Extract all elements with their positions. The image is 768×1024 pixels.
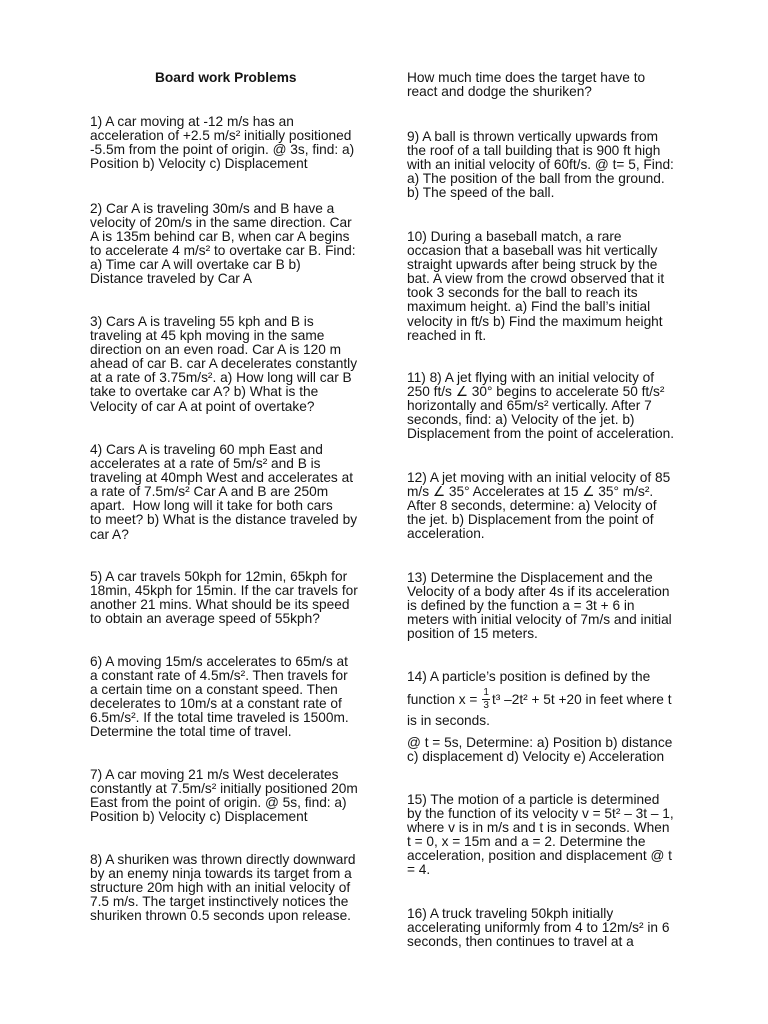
problem-16 bbox=[407, 907, 669, 949]
problem-line: 14) A particle’s position is defined by the bbox=[407, 669, 651, 684]
problem-5 bbox=[90, 570, 358, 626]
problem-line: 6) A moving 15m/s accelerates to 65m/s at bbox=[90, 654, 348, 669]
problem-6 bbox=[90, 655, 349, 740]
fraction-numerator: 1 bbox=[483, 686, 489, 698]
problem-line: is defined by the function a = 3t + 6 in bbox=[407, 598, 635, 614]
problem-line: a) Time car A will overtake car B b) bbox=[90, 257, 301, 273]
problem-line: to obtain an average speed of 55kph? bbox=[90, 611, 320, 627]
problem-line: Distance traveled by Car A bbox=[90, 271, 253, 287]
problem-line: straight upwards after being struck by the bbox=[407, 257, 658, 273]
problem-line: 15) The motion of a particle is determined bbox=[407, 792, 660, 807]
problem-line: to meet? b) What is the distance traveled by bbox=[90, 512, 358, 528]
problem-line: horizontally and 65m/s² vertically. After 7 bbox=[407, 398, 652, 414]
fraction-one-third bbox=[482, 688, 490, 711]
problem-14-questions bbox=[407, 736, 672, 764]
problem-line: seconds, then continues to travel at a bbox=[407, 934, 634, 950]
problem-line: 4) Cars A is traveling 60 mph East and bbox=[90, 442, 323, 457]
problem-9 bbox=[407, 130, 674, 200]
problem-line: decelerates to 10m/s at a constant rate of bbox=[90, 696, 342, 712]
problem-line: 10) During a baseball match, a rare bbox=[407, 229, 622, 244]
problem-2 bbox=[90, 202, 356, 287]
formula-suffix: t³ –2t² + 5t +20 in feet where t bbox=[491, 691, 672, 707]
problem-line: by the function of its velocity v = 5t² – 3t – 1, bbox=[407, 806, 674, 822]
problem-line: 1) A car moving at -12 m/s has an bbox=[90, 114, 294, 129]
problem-line: another 21 mins. What should be its speed bbox=[90, 597, 350, 613]
problem-line: 16) A truck traveling 50kph initially bbox=[407, 906, 614, 921]
problem-line: a certain time on a constant speed. Then bbox=[90, 682, 338, 698]
problem-line: structure 20m high with an initial velocity of bbox=[90, 880, 351, 896]
problem-line: with an initial velocity of 60ft/s. @ t= 5, Find: bbox=[407, 157, 674, 173]
problem-line: a rate of 7.5m/s² Car A and B are 250m bbox=[90, 484, 329, 500]
problem-line: meters with initial velocity of 7m/s and initial bbox=[407, 612, 672, 628]
problem-line: Velocity of car A at point of overtake? bbox=[90, 398, 315, 414]
problem-12 bbox=[407, 471, 670, 541]
fraction-denominator: 3 bbox=[483, 699, 489, 711]
problem-line: car A? bbox=[90, 526, 129, 542]
problem-1 bbox=[90, 115, 354, 171]
problem-line: 2) Car A is traveling 30m/s and B have a bbox=[90, 201, 335, 216]
problem-line: react and dodge the shuriken? bbox=[407, 84, 592, 100]
problem-3 bbox=[90, 315, 357, 414]
problem-line: reached in ft. bbox=[407, 327, 487, 343]
problem-line: 11) 8) A jet flying with an initial velocity of bbox=[407, 370, 655, 385]
problem-line: @ t = 5s, Determine: a) Position b) distance bbox=[407, 735, 673, 750]
problem-line: 12) A jet moving with an initial velocity of 85 bbox=[407, 470, 671, 485]
problem-line: How much time does the target have to bbox=[407, 70, 646, 85]
problem-line: traveling at 40mph West and accelerates at bbox=[90, 470, 353, 486]
problem-line: 18min, 45kph for 15min. If the car travels for bbox=[90, 583, 358, 599]
problem-line: acceleration. bbox=[407, 526, 485, 542]
problem-line: the jet. b) Displacement from the point of bbox=[407, 512, 654, 528]
problem-line: 3) Cars A is traveling 55 kph and B is bbox=[90, 314, 314, 329]
problem-line: t = 0, x = 15m and a = 2. Determine the bbox=[407, 834, 646, 850]
problem-line: direction on an even road. Car A is 120 m bbox=[90, 342, 342, 358]
problem-line: is in seconds. bbox=[407, 713, 490, 728]
problem-line: -5.5m from the point of origin. @ 3s, find: a) bbox=[90, 142, 355, 158]
problem-line: constantly at 7.5m/s² initially positioned 20m bbox=[90, 781, 358, 797]
problem-line: velocity of 20m/s in the same direction. Car bbox=[90, 215, 352, 231]
problem-line: 7) A car moving 21 m/s West decelerates bbox=[90, 767, 339, 782]
problem-line: Determine the total time of travel. bbox=[90, 724, 292, 740]
problem-line: occasion that a baseball was hit vertically bbox=[407, 243, 658, 259]
problem-line: seconds, find: a) Velocity of the jet. b) bbox=[407, 412, 635, 428]
problem-line: took 3 seconds for the ball to reach its bbox=[407, 285, 638, 301]
problem-line: Position b) Velocity c) Displacement bbox=[90, 156, 308, 172]
problem-line: acceleration of +2.5 m/s² initially positioned bbox=[90, 128, 352, 144]
problem-line: a) The position of the ball from the ground. bbox=[407, 171, 665, 187]
problem-10 bbox=[407, 230, 664, 343]
problem-line: apart. How long will it take for both cars bbox=[90, 498, 333, 514]
problem-13 bbox=[407, 571, 672, 641]
problem-line: 7.5 m/s. The target instinctively notices the bbox=[90, 894, 349, 910]
problem-line: by an enemy ninja towards its target from a bbox=[90, 866, 352, 882]
problem-line: Displacement from the point of acceleration. bbox=[407, 426, 675, 442]
problem-line: where v is in m/s and t is in seconds. When bbox=[407, 820, 670, 836]
problem-line: accelerates at a rate of 5m/s² and B is bbox=[90, 456, 321, 472]
problem-4 bbox=[90, 443, 357, 542]
problem-line: accelerating uniformly from 4 to 12m/s² in 6 bbox=[407, 920, 670, 936]
problem-line: traveling at 45 kph moving in the same bbox=[90, 328, 325, 344]
problem-line: velocity in ft/s b) Find the maximum height bbox=[407, 313, 663, 329]
problem-line: b) The speed of the ball. bbox=[407, 185, 555, 201]
position-formula bbox=[407, 688, 672, 710]
problem-line: A is 135m behind car B, when car A begins bbox=[90, 229, 350, 245]
problem-line: a constant rate of 4.5m/s². Then travels for bbox=[90, 668, 348, 684]
problem-line: maximum height. a) Find the ball’s initial bbox=[407, 299, 651, 315]
problem-line: position of 15 meters. bbox=[407, 626, 538, 642]
problem-11 bbox=[407, 371, 674, 441]
problem-line: acceleration, position and displacement @ t bbox=[407, 848, 672, 864]
problem-line: at a rate of 3.75m/s². a) How long will car B bbox=[90, 370, 352, 386]
problem-line: East from the point of origin. @ 5s, find: a) bbox=[90, 795, 347, 811]
problem-line: = 4. bbox=[407, 862, 431, 878]
problem-line: m/s ∠ 35° Accelerates at 15 ∠ 35° m/s². bbox=[407, 484, 654, 500]
problem-line: take to overtake car A? b) What is the bbox=[90, 384, 319, 400]
problem-15 bbox=[407, 793, 674, 878]
problem-8-continued bbox=[407, 71, 645, 99]
problem-line: After 8 seconds, determine: a) Velocity of bbox=[407, 498, 657, 514]
problem-14-units bbox=[407, 714, 490, 728]
problem-line: to accelerate 4 m/s² to overtake car B. Find: bbox=[90, 243, 356, 259]
problem-line: bat. A view from the crowd observed that it bbox=[407, 271, 665, 287]
problem-line: ahead of car B. car A decelerates constantly bbox=[90, 356, 358, 372]
problem-line: 250 ft/s ∠ 30° begins to accelerate 50 ft/s² bbox=[407, 384, 665, 400]
problem-line: Velocity of a body after 4s if its acceleration bbox=[407, 584, 670, 600]
problem-line: Position b) Velocity c) Displacement bbox=[90, 809, 308, 825]
problem-7 bbox=[90, 768, 358, 824]
problem-line: 5) A car travels 50kph for 12min, 65kph for bbox=[90, 569, 348, 584]
problem-line: shuriken thrown 0.5 seconds upon release. bbox=[90, 908, 351, 924]
problem-line: the roof of a tall building that is 900 ft high bbox=[407, 143, 661, 159]
problem-line: 9) A ball is thrown vertically upwards from bbox=[407, 129, 659, 144]
formula-prefix: function x = bbox=[407, 691, 478, 707]
page-title: Board work Problems bbox=[155, 70, 297, 85]
problem-line: c) displacement d) Velocity e) Acceleration bbox=[407, 749, 665, 765]
problem-line: 8) A shuriken was thrown directly downward bbox=[90, 852, 356, 867]
problem-line: 13) Determine the Displacement and the bbox=[407, 570, 653, 585]
problem-14 bbox=[407, 670, 650, 684]
problem-line: 6.5m/s². If the total time traveled is 1500m. bbox=[90, 710, 349, 726]
problem-8 bbox=[90, 853, 356, 923]
